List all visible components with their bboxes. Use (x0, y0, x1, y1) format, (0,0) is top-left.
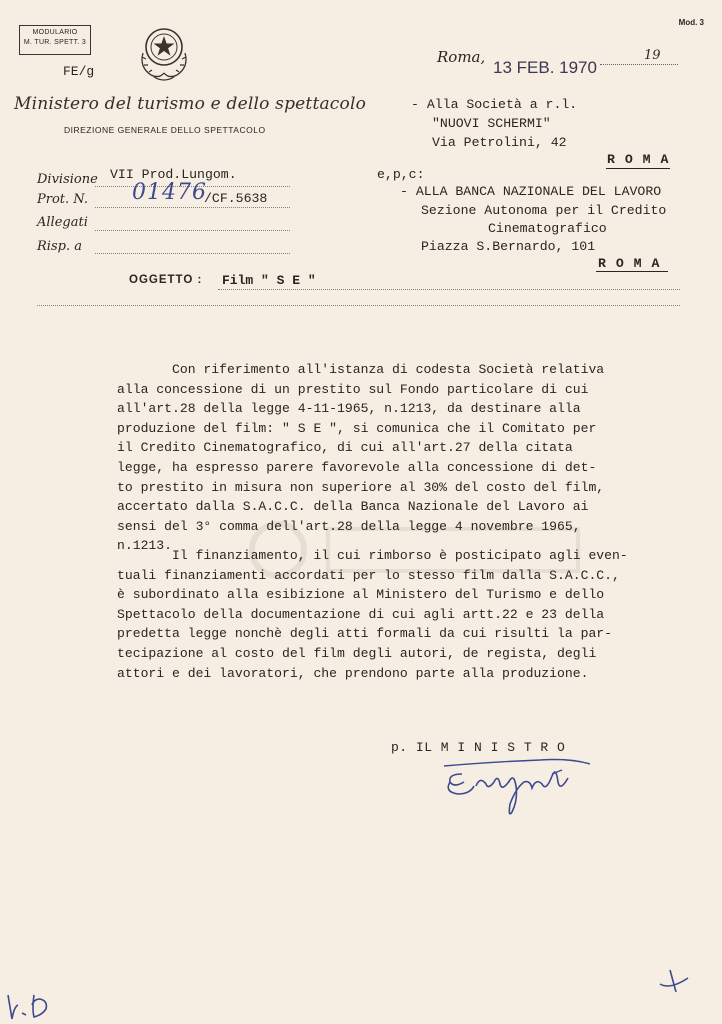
epc-line-1: - ALLA BANCA NAZIONALE DEL LAVORO (400, 184, 662, 199)
mod-number: Mod. 3 (678, 18, 704, 27)
recipient-city-underline (606, 168, 670, 169)
body-line: sensi del 3° comma dell'art.28 della legge 4 novembre 1965, (117, 518, 581, 534)
epc-city-underline (596, 271, 668, 272)
epc-line-2: Sezione Autonoma per il Credito (421, 203, 667, 218)
year-prefix: 19 (644, 48, 661, 63)
italian-emblem-icon (137, 23, 191, 83)
divisione-label: Divisione (37, 172, 98, 187)
handwritten-initials-icon (4, 985, 54, 1021)
recipient-line-1: - Alla Società a r.l. (411, 97, 578, 112)
epc-line-3: Cinematografico (488, 221, 607, 236)
prot-value: /CF.5638 (204, 191, 268, 206)
recipient-line-2: "NUOVI SCHERMI" (432, 116, 551, 131)
body-line: n.1213. (117, 538, 173, 554)
body-paragraph-1 (117, 360, 707, 556)
recipient-line-3: Via Petrolini, 42 (432, 135, 567, 150)
body-line: legge, ha espresso parere favorevole alla concessione di det- (117, 459, 597, 475)
ministry-name: Ministero del turismo e dello spettacolo (14, 94, 367, 114)
subject-label: OGGETTO : (129, 274, 203, 286)
body-line: to prestito in misura non superiore al 30% del costo del film, (117, 479, 605, 495)
subject-rule-2 (37, 305, 680, 306)
body-line: produzione del film: " S E ", si comunica che il Comitato per (117, 420, 597, 436)
body-line: tuali finanziamenti accordati per lo stesso film dalla S.A.C.C., (117, 567, 620, 583)
body-line: Spettacolo della documentazione di cui agli artt.22 e 23 della (117, 606, 605, 622)
reference-code: FE/g (63, 64, 95, 79)
place-label: Roma, (437, 48, 486, 66)
body-line: Con riferimento all'istanza di codesta Società relativa (172, 362, 605, 377)
epc-line-4: Piazza S.Bernardo, 101 (421, 239, 596, 254)
prot-handwritten-number: 01476 (132, 180, 207, 205)
body-line: all'art.28 della legge 4-11-1965, n.1213, da destinare alla (117, 401, 581, 417)
body-line: accertato dalla S.A.C.C. della Banca Nazionale del Lavoro ai (117, 499, 589, 515)
body-line: Il finanziamento, il cui rimborso è posticipato agli even- (172, 548, 628, 563)
date-rule (600, 64, 678, 65)
risp-label: Risp. a (37, 239, 82, 254)
risp-rule (95, 253, 290, 254)
allegati-rule (95, 230, 290, 231)
handwritten-check-mark-icon (656, 966, 692, 996)
body-line: tecipazione al costo del film degli autori, de regista, degli (117, 645, 597, 661)
direction-name: DIREZIONE GENERALE DELLO SPETTACOLO (64, 125, 266, 135)
body-line: alla concessione di un prestito sul Fondo particolare di cui (117, 381, 589, 397)
body-line: è subordinato alla esibizione al Ministero del Turismo e dello (117, 587, 605, 603)
epc-label: e,p,c: (377, 167, 425, 182)
epc-city: R O M A (598, 256, 661, 271)
handwritten-signature-icon (440, 752, 600, 822)
prot-rule (95, 207, 290, 208)
allegati-label: Allegati (37, 215, 88, 230)
subject-value: Film " S E " (222, 273, 316, 288)
body-line: predetta legge nonchè degli atti formali da cui risulti la par- (117, 626, 613, 642)
body-line: attori e dei lavoratori, che prendono parte alla produzione. (117, 665, 589, 681)
divisione-value: VII Prod.Lungom. (110, 167, 237, 182)
body-line: il Credito Cinematografico, di cui all'art.27 della citata (117, 440, 573, 456)
body-paragraph-2 (117, 546, 707, 683)
signature-label: p. IL M I N I S T R O (391, 740, 566, 755)
modulario-line-1: MODULARIO (32, 29, 78, 36)
modulario-box (19, 25, 91, 55)
date-stamp: 13 FEB. 1970 (493, 58, 597, 77)
recipient-city: R O M A (607, 152, 670, 167)
subject-rule-1 (218, 289, 680, 290)
prot-label: Prot. N. (37, 192, 88, 207)
modulario-line-2: M. TUR. SPETT. 3 (23, 39, 87, 46)
